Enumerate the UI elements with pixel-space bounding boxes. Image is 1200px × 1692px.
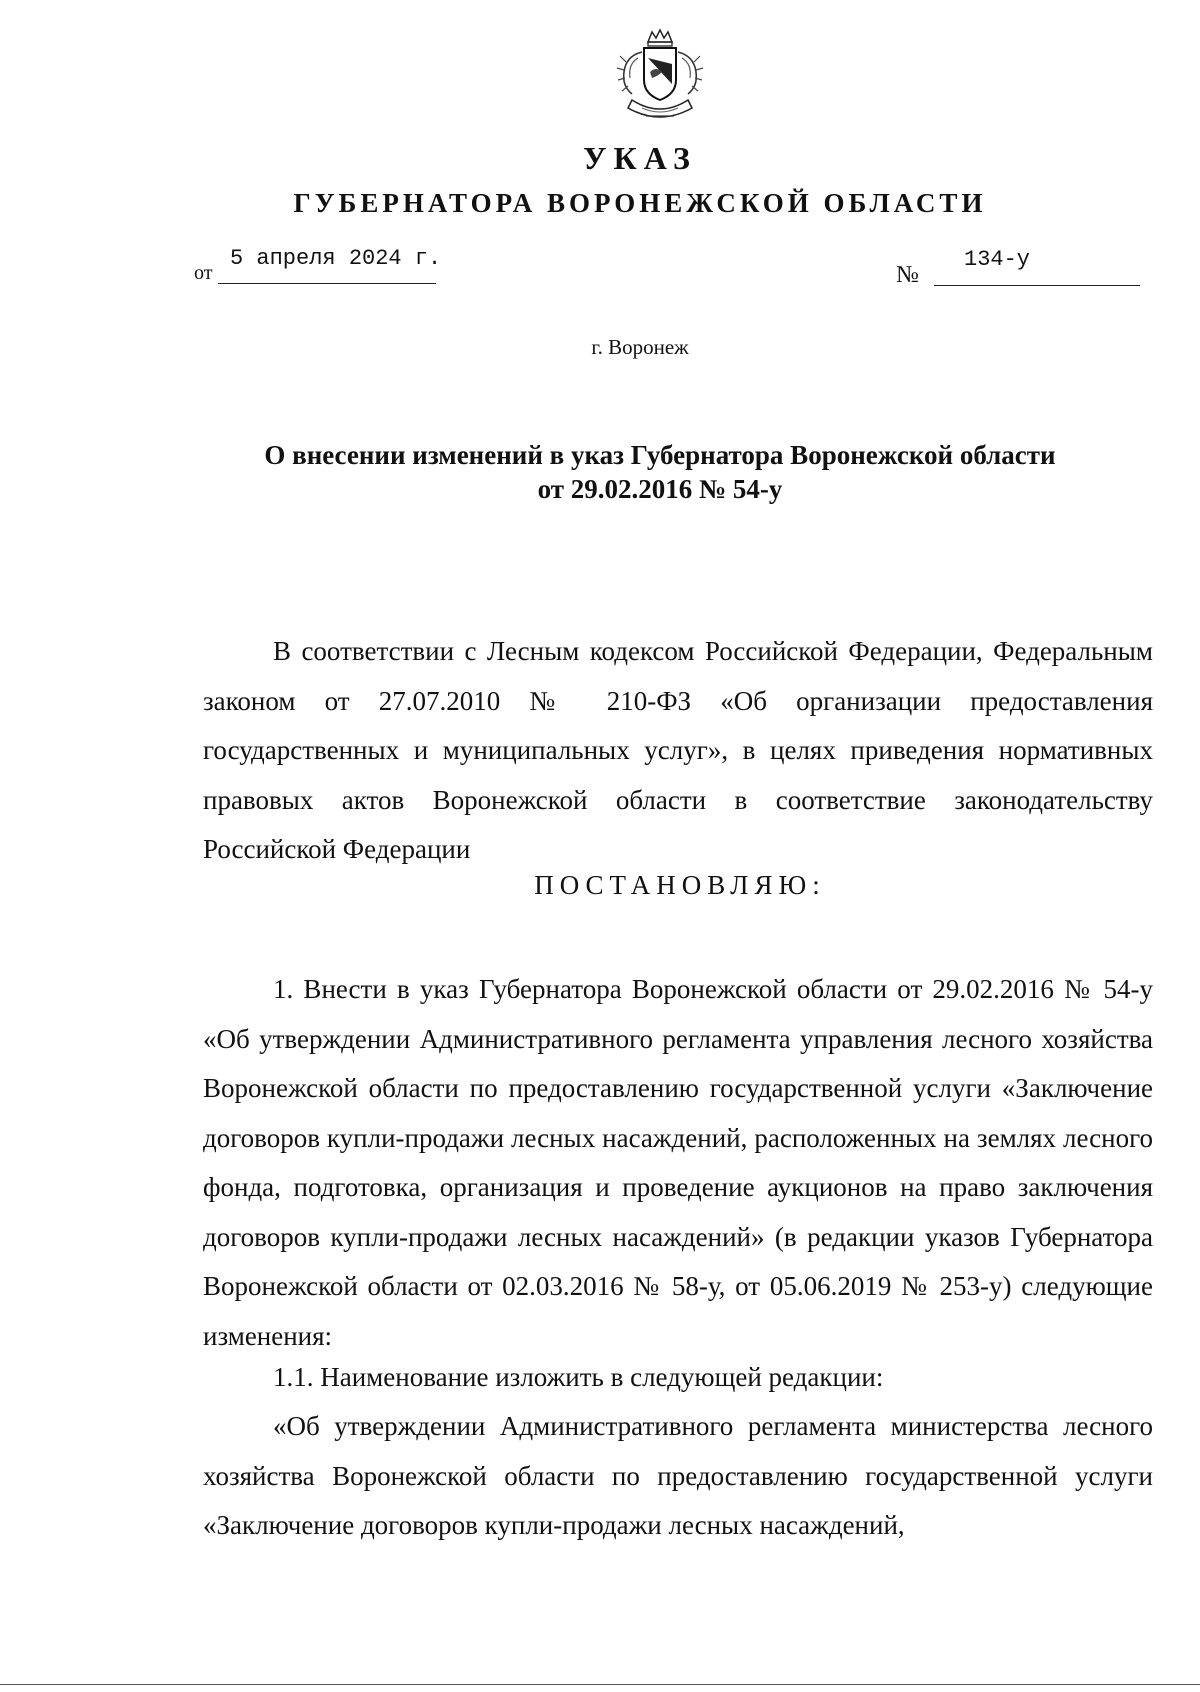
- issuing-authority-title: ГУБЕРНАТОРА ВОРОНЕЖСКОЙ ОБЛАСТИ: [293, 188, 987, 218]
- decree-word: ПОСТАНОВЛЯЮ:: [534, 870, 826, 900]
- number-underline: [934, 285, 1140, 286]
- date-underline: [218, 283, 436, 284]
- document-number: 134-у: [964, 247, 1031, 272]
- document-type-title: УКАЗ: [583, 140, 697, 176]
- clause-1-paragraph: 1. Внести в указ Губернатора Воронежской области от 29.02.2016 № 54-у «Об утверждении Административного регламента управления лесного хозяйства Воронежской области по предоставлению государственной услуги «Заключение договоров купли-продажи лесных насаждений, расположенных на землях лесного фонда, подготовка, организация и проведение аукционов на право заключения договоров купли-продажи лесных насаждений» (в редакции указов Губернатора Воронежской области от 02.03.2016 № 58-у, от 05.06.2019 № 253-у) следующие изменения:: [203, 974, 1153, 1351]
- preamble-paragraph: В соответствии с Лесным кодексом Российской Федерации, Федеральным законом от 27.07.2010 № 210-ФЗ «Об организации предоставления государственных и муниципальных услуг», в целях приведения нормативных правовых актов Воронежской области в соответствие законодательству Российской Федерации: [203, 636, 1153, 864]
- page-bottom-edge: [0, 1684, 1200, 1685]
- document-heading-line-1: О внесении изменений в указ Губернатора Воронежской области: [264, 440, 1056, 470]
- document-date: 5 апреля 2024 г.: [230, 246, 442, 271]
- clause-1-1-paragraph: 1.1. Наименование изложить в следующей редакции:: [273, 1362, 884, 1392]
- number-prefix: №: [896, 262, 919, 288]
- date-prefix: от: [194, 262, 213, 284]
- quoted-title-paragraph: «Об утверждении Административного регламента министерства лесного хозяйства Воронежской области по предоставлению государственной услуги «Заключение договоров купли-продажи лесных насаждений,: [203, 1411, 1153, 1540]
- document-heading: [150, 438, 1170, 506]
- document-heading-line-2: от 29.02.2016 № 54-у: [537, 474, 783, 504]
- coat-of-arms-icon: [612, 28, 708, 126]
- city-label: г. Воронеж: [591, 335, 689, 359]
